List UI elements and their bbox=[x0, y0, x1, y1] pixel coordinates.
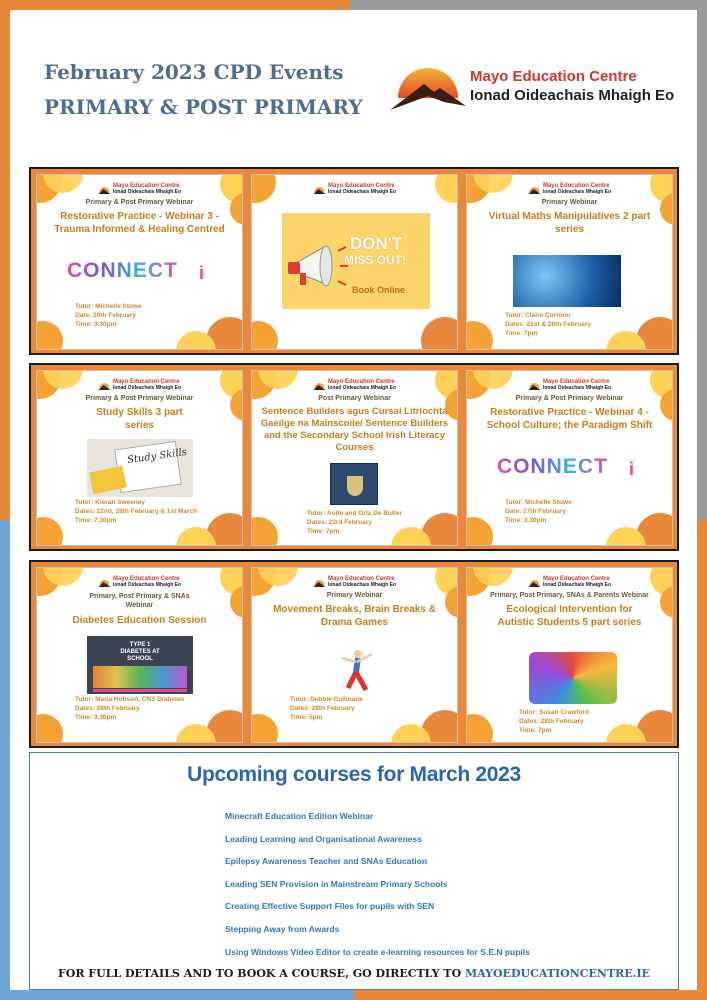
event-title: Study Skills 3 part series bbox=[96, 407, 183, 431]
book-online-link[interactable]: Book Online bbox=[352, 285, 406, 295]
border-left-bottom bbox=[0, 520, 10, 1000]
events-row-1 bbox=[29, 167, 679, 355]
footer-text: FOR FULL DETAILS AND TO BOOK A COURSE, GO DIRECTLY TO bbox=[57, 967, 465, 980]
course-link[interactable]: Using Windows Video Editor to create e-learning resources for S.E.N pupils bbox=[225, 946, 530, 957]
event-type: Primary Webinar bbox=[541, 199, 598, 206]
event-dates: Dates: 23rd February bbox=[307, 519, 373, 526]
sunset-mountain-icon bbox=[528, 578, 540, 587]
border-bottom-left bbox=[0, 990, 354, 1000]
event-card[interactable] bbox=[466, 370, 673, 546]
course-link[interactable]: Leading Learning and Organisational Awareness bbox=[225, 833, 422, 844]
page-title-line2: PRIMARY & POST PRIMARY bbox=[44, 95, 363, 119]
border-top-left bbox=[0, 0, 350, 10]
event-card[interactable] bbox=[466, 174, 673, 350]
event-tutor: Tutor: Kieran Sweeney bbox=[75, 499, 145, 506]
study-skills-notebook bbox=[87, 439, 193, 497]
event-details bbox=[75, 695, 184, 722]
event-dates: Dates: 28th February bbox=[75, 705, 140, 712]
sunset-mountain-icon bbox=[528, 381, 540, 390]
upcoming-courses-title: Upcoming courses for March 2023 bbox=[187, 763, 521, 786]
course-link[interactable]: Leading SEN Provision in Mainstream Primary Schools bbox=[225, 878, 448, 889]
connect-figure-icon: i bbox=[199, 263, 205, 283]
sunset-mountain-icon bbox=[313, 381, 325, 390]
event-time: Time: 7pm bbox=[519, 727, 552, 734]
sunset-mountain-icon bbox=[98, 185, 110, 194]
event-time: Time: 7pm bbox=[307, 528, 340, 535]
logo-name-irish: Ionad Oideachais Mhaigh Eo bbox=[470, 87, 675, 104]
mini-logo: Mayo Education Centre Ionad Oideachais Mhaigh Eo bbox=[313, 576, 396, 588]
mini-logo: Mayo Education Centre Ionad Oideachais Mhaigh Eo bbox=[313, 183, 396, 195]
sunset-mountain-icon bbox=[528, 185, 540, 194]
event-details bbox=[519, 708, 589, 735]
course-link[interactable]: Creating Effective Support Files for pupils with SEN bbox=[225, 901, 435, 912]
event-details bbox=[75, 302, 142, 329]
event-time: Time: 7.30pm bbox=[75, 517, 117, 524]
sunset-mountain-icon bbox=[388, 58, 468, 114]
sunset-mountain-icon bbox=[98, 578, 110, 587]
puzzle-hands-image bbox=[529, 652, 617, 704]
blue-maths-image bbox=[513, 255, 621, 307]
mayo-education-centre-logo bbox=[388, 58, 675, 114]
event-details bbox=[307, 509, 402, 536]
event-type: Primary, Post Primary, SNAs & Parents Webinar bbox=[490, 592, 649, 599]
mini-logo: Mayo Education Centre Ionad Oideachais Mhaigh Eo bbox=[528, 183, 611, 195]
megaphone-icon bbox=[286, 241, 348, 293]
event-card[interactable] bbox=[466, 567, 673, 743]
event-time: Time: 7pm bbox=[505, 330, 538, 337]
event-type: Primary Webinar bbox=[326, 592, 383, 599]
course-link[interactable]: Minecraft Education Edition Webinar bbox=[225, 811, 374, 821]
upcoming-courses-panel bbox=[29, 752, 679, 990]
event-dates: Dates: 21st & 28th February bbox=[505, 321, 591, 328]
poster-text: TYPE 1 DIABETES AT SCHOOL bbox=[120, 642, 160, 662]
booking-footer bbox=[30, 967, 678, 980]
diabetes-poster bbox=[87, 636, 193, 694]
crest-icon bbox=[347, 476, 363, 496]
mini-logo: Mayo Education Centre Ionad Oideachais Mhaigh Eo bbox=[528, 576, 611, 588]
mini-logo: Mayo Education Centre Ionad Oideachais Mhaigh Eo bbox=[98, 379, 181, 391]
event-details bbox=[505, 498, 572, 525]
event-card[interactable] bbox=[36, 567, 243, 743]
event-dates: Dates: 22nd, 28th February & 1st March bbox=[75, 508, 198, 515]
connect-logo: CONNECT bbox=[497, 455, 608, 478]
event-title: Movement Breaks, Brain Breaks & Drama Games bbox=[273, 604, 436, 628]
children-figures bbox=[93, 666, 187, 688]
event-tutor: Tutor: Michelle Stowe bbox=[505, 499, 572, 506]
event-tutor: Tutor: Claire Corroon bbox=[505, 312, 571, 319]
event-dates: Dates: 28th February bbox=[290, 705, 355, 712]
event-title: Restorative Practice - Webinar 4 - School Culture; the Paradigm Shift bbox=[486, 407, 653, 431]
event-details bbox=[290, 695, 363, 722]
course-link[interactable]: Epilepsy Awareness Teacher and SNAs Education bbox=[225, 856, 428, 867]
page-title bbox=[44, 58, 384, 121]
event-card[interactable] bbox=[36, 370, 243, 546]
event-card[interactable] bbox=[251, 370, 458, 546]
event-type: Primary & Post Primary Webinar bbox=[85, 395, 194, 402]
border-top-right bbox=[350, 0, 707, 10]
event-dates: Dates: 28th February bbox=[519, 718, 584, 725]
connect-figure-icon: i bbox=[629, 459, 635, 479]
mini-logo: Mayo Education Centre Ionad Oideachais Mhaigh Eo bbox=[98, 183, 181, 195]
dancing-child-icon bbox=[336, 648, 376, 694]
event-time: Time: 3.30pm bbox=[75, 714, 117, 721]
logo-name-english: Mayo Education Centre bbox=[470, 68, 637, 85]
event-title: Diabetes Education Session bbox=[72, 615, 207, 626]
event-card[interactable] bbox=[36, 174, 243, 350]
event-title: Virtual Maths Manipulatives 2 part series bbox=[488, 211, 651, 235]
border-bottom-right bbox=[354, 990, 707, 1000]
events-row-2 bbox=[29, 363, 679, 551]
page-title-line1: February 2023 CPD Events bbox=[44, 60, 344, 84]
event-tutor: Tutor: Michelle Stowe bbox=[75, 303, 142, 310]
event-tutor: Tutor: Susan Crawford bbox=[519, 709, 589, 716]
event-title: Ecological Intervention for Autistic Students 5 part series bbox=[497, 604, 642, 628]
event-tutor: Tutor: Debbie Cullinane bbox=[290, 696, 363, 703]
upcoming-courses-list bbox=[225, 805, 530, 963]
event-type: Post Primary Webinar bbox=[318, 395, 391, 402]
event-time: Time: 5pm bbox=[290, 714, 323, 721]
mini-logo: Mayo Education Centre Ionad Oideachais Mhaigh Eo bbox=[313, 379, 396, 391]
event-card-promo[interactable] bbox=[251, 174, 458, 350]
notebook-text: Study Skills bbox=[126, 446, 188, 467]
border-right-top bbox=[697, 0, 707, 520]
banner-subheadline: MISS OUT! bbox=[344, 253, 406, 267]
sunset-mountain-icon bbox=[313, 578, 325, 587]
event-title: Sentence Builders agus Cursaí Litríochta Gaeilge na Mainscoile/ Sentence Builders and the Secondary School Irish Literacy Courses bbox=[260, 406, 449, 453]
event-dates: Date: 20th February bbox=[75, 312, 137, 319]
dont-miss-out-banner bbox=[282, 213, 430, 309]
banner-headline: DON'T bbox=[350, 234, 403, 253]
event-type: Primary, Post Primary & SNAs Webinar bbox=[89, 593, 190, 609]
sunset-mountain-icon bbox=[313, 185, 325, 194]
event-type: Primary & Post Primary Webinar bbox=[515, 395, 624, 402]
event-tutor: Tutor: Aoife and Orla De Butler bbox=[307, 510, 402, 517]
event-time: Time: 3.30pm bbox=[505, 517, 547, 524]
connect-logo: CONNECT bbox=[67, 259, 178, 282]
mini-logo: Mayo Education Centre Ionad Oideachais Mhaigh Eo bbox=[528, 379, 611, 391]
course-link[interactable]: Stepping Away from Awards bbox=[225, 923, 340, 934]
events-row-3 bbox=[29, 560, 679, 748]
event-title: Restorative Practice - Webinar 3 - Trauma Informed & Healing Centred bbox=[54, 211, 225, 235]
mini-logo: Mayo Education Centre Ionad Oideachais Mhaigh Eo bbox=[98, 576, 181, 588]
border-right-bottom bbox=[697, 520, 707, 1000]
event-details bbox=[75, 498, 197, 525]
event-time: Time: 3.30pm bbox=[75, 321, 117, 328]
website-link[interactable]: MAYOEDUCATIONCENTRE.IE bbox=[465, 967, 651, 980]
event-tutor: Tutor: Maria Hobson, CNS Diabetes bbox=[75, 696, 185, 703]
event-type: Primary & Post Primary Webinar bbox=[85, 199, 194, 206]
sunset-mountain-icon bbox=[98, 381, 110, 390]
event-card[interactable] bbox=[251, 567, 458, 743]
border-left-top bbox=[0, 0, 10, 520]
book-cover bbox=[330, 463, 378, 505]
event-dates: Date: 27th February bbox=[505, 508, 567, 515]
event-details bbox=[505, 311, 591, 338]
